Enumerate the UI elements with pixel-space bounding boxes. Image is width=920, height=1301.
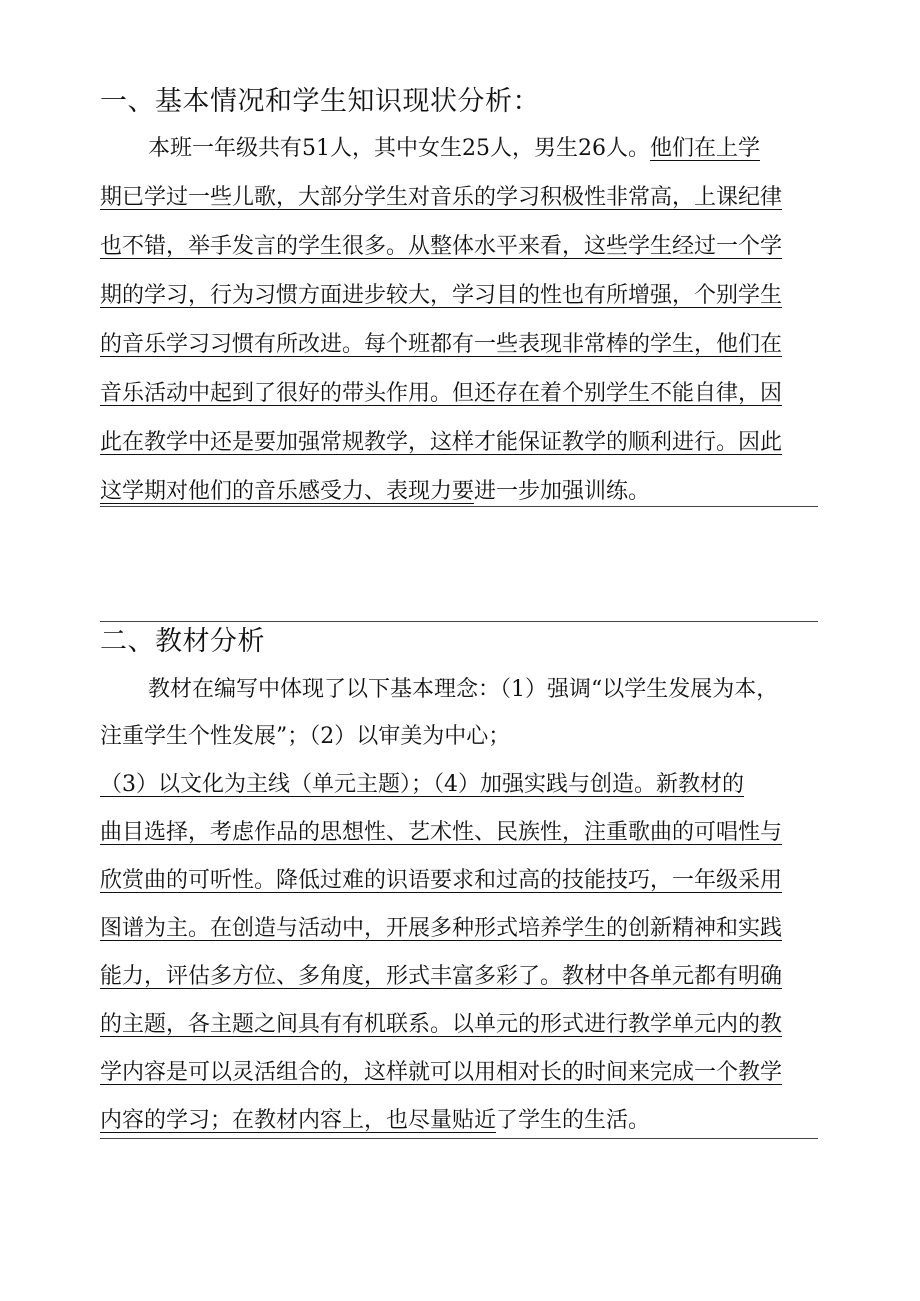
section2-line-3-text: （3）以文化为主线（单元主题）；（4）加强实践与创造。新教材的 bbox=[100, 772, 744, 797]
section1-line-5-text: 的音乐学习习惯有所改进。每个班都有一些表现非常棒的学生，他们在 bbox=[100, 332, 783, 357]
section1-line-4 bbox=[100, 280, 818, 312]
section2-line-2 bbox=[100, 721, 818, 753]
section2-line-7 bbox=[100, 961, 818, 993]
section2-line-8 bbox=[100, 1009, 818, 1041]
section1-line-3-text: 也不错，举手发言的学生很多。从整体水平来看，这些学生经过一个学 bbox=[100, 234, 783, 259]
section1-line-6-text: 音乐活动中起到了很好的带头作用。但还存在着个别学生不能自律，因 bbox=[100, 381, 783, 406]
section2-line-1-text: 教材在编写中体现了以下基本理念：（1）强调“以学生发展为本， bbox=[148, 677, 779, 702]
section1-line-7 bbox=[100, 427, 818, 459]
section2-line-5-text: 欣赏曲的可听性。降低过难的识语要求和过高的技能技巧，一年级采用 bbox=[100, 868, 783, 893]
section1-heading: 一、基本情况和学生知识现状分析： bbox=[100, 86, 540, 117]
section2-line-10 bbox=[100, 1105, 818, 1137]
section2-line-9 bbox=[100, 1057, 818, 1089]
section1-line-4-text: 期的学习，行为习惯方面进步较大，学习目的性也有所增强，个别学生 bbox=[100, 283, 783, 308]
section1-line-2 bbox=[100, 182, 818, 214]
section1-line-1-underlined: 他们在上学 bbox=[649, 136, 760, 161]
section2-line-4 bbox=[100, 817, 818, 849]
section1-line-8 bbox=[100, 476, 818, 508]
section2-line-10-underlined: 内容的学习；在教材内容上，也尽量贴近 bbox=[100, 1108, 497, 1133]
section1-line-1 bbox=[100, 133, 818, 165]
section2-bottom-rule bbox=[100, 1138, 818, 1139]
section2-line-3 bbox=[100, 769, 818, 801]
section1-line-6 bbox=[100, 378, 818, 410]
section2-line-2-text: 注重学生个性发展”；（2）以审美为中心； bbox=[100, 724, 511, 749]
section1-line-7-text: 此在教学中还是要加强常规教学，这样才能保证教学的顺利进行。因此 bbox=[100, 430, 783, 455]
section1-line-5 bbox=[100, 329, 818, 361]
section1-line-8-plain: 进一步加强训练。 bbox=[474, 479, 651, 504]
section2-line-4-text: 曲目选择，考虑作品的思想性、艺术性、民族性，注重歌曲的可唱性与 bbox=[100, 820, 783, 845]
section2-line-9-text: 学内容是可以灵活组合的，这样就可以用相对长的时间来完成一个教学 bbox=[100, 1060, 783, 1085]
section2-line-6 bbox=[100, 913, 818, 945]
section2-line-8-text: 的主题，各主题之间具有有机联系。以单元的形式进行教学单元内的教 bbox=[100, 1012, 783, 1037]
section1-line-2-text: 期已学过一些儿歌，大部分学生对音乐的学习积极性非常高，上课纪律 bbox=[100, 185, 783, 210]
section2-line-5 bbox=[100, 865, 818, 897]
section1-line-8-underlined: 这学期对他们的音乐感受力、表现力要 bbox=[100, 479, 475, 504]
section2-line-10-plain: 了学生的生活。 bbox=[496, 1108, 651, 1133]
section1-line-1-plain: 本班一年级共有51人，其中女生25人，男生26人。 bbox=[148, 136, 650, 161]
section2-line-7-text: 能力，评估多方位、多角度，形式丰富多彩了。教材中各单元都有明确 bbox=[100, 964, 783, 989]
section1-line-3 bbox=[100, 231, 818, 263]
section2-line-1 bbox=[100, 674, 818, 706]
section2-heading: 二、教材分析 bbox=[100, 626, 265, 657]
section2-line-6-text: 图谱为主。在创造与活动中，开展多种形式培养学生的创新精神和实践 bbox=[100, 916, 783, 941]
section1-bottom-rule bbox=[100, 506, 818, 507]
